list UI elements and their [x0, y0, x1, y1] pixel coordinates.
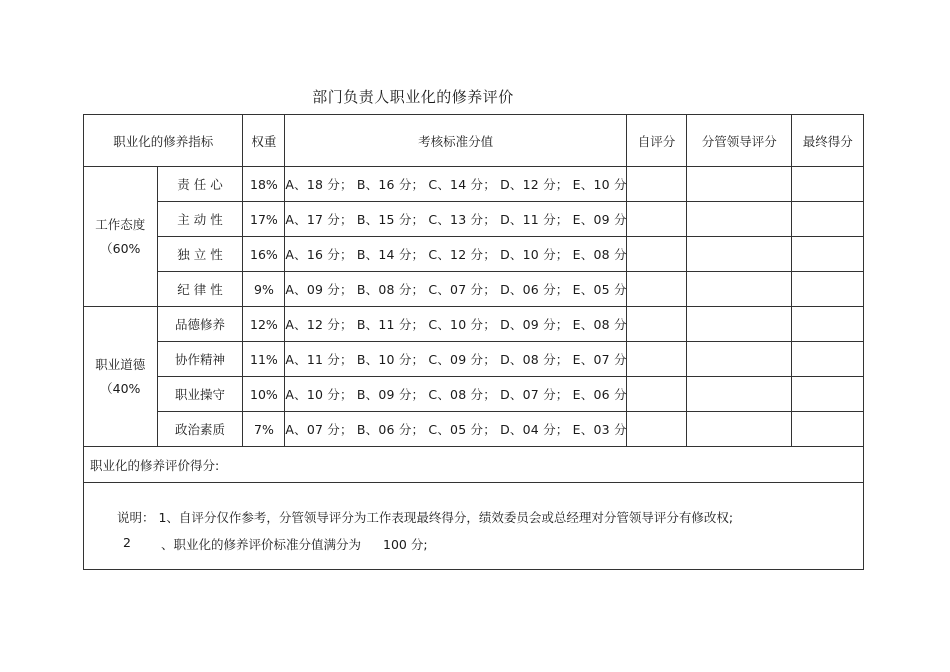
- final-score-cell[interactable]: [792, 237, 864, 272]
- category-weight: （40%: [100, 380, 141, 396]
- item-name: 职业操守: [157, 377, 243, 412]
- item-name: 纪 律 性: [157, 272, 243, 307]
- item-weight: 7%: [243, 412, 285, 447]
- item-weight: 12%: [243, 307, 285, 342]
- header-self-score: 自评分: [626, 115, 686, 167]
- table-row: [84, 237, 864, 272]
- leader-score-cell[interactable]: [687, 167, 792, 202]
- note-line-2-number: 2: [123, 535, 131, 550]
- item-standard: A、17 分； B、15 分； C、13 分； D、11 分； E、09 分: [285, 202, 626, 237]
- item-standard: A、10 分； B、09 分； C、08 分； D、07 分； E、06 分: [285, 377, 626, 412]
- table-row: [84, 377, 864, 412]
- total-row: [84, 447, 864, 483]
- item-name: 责 任 心: [157, 167, 243, 202]
- note-line-1: 说明： 1、自评分仅作参考，分管领导评分为工作表现最终得分，绩效委员会或总经理对分管领导评分有修改权;: [117, 510, 734, 525]
- note-line-2-value: 100 分;: [383, 537, 428, 552]
- item-weight: 9%: [243, 272, 285, 307]
- item-name: 主 动 性: [157, 202, 243, 237]
- self-score-cell[interactable]: [626, 237, 686, 272]
- item-weight: 11%: [243, 342, 285, 377]
- self-score-cell[interactable]: [626, 202, 686, 237]
- table-row: [84, 202, 864, 237]
- self-score-cell[interactable]: [626, 412, 686, 447]
- item-name: 政治素质: [157, 412, 243, 447]
- self-score-cell[interactable]: [626, 167, 686, 202]
- item-name: 协作精神: [157, 342, 243, 377]
- item-standard: A、09 分； B、08 分； C、07 分； D、06 分； E、05 分: [285, 272, 626, 307]
- item-name: 品德修养: [157, 307, 243, 342]
- item-standard: A、11 分； B、10 分； C、09 分； D、08 分； E、07 分: [285, 342, 626, 377]
- self-score-cell[interactable]: [626, 342, 686, 377]
- final-score-cell[interactable]: [792, 167, 864, 202]
- category-weight: （60%: [100, 240, 141, 256]
- note-line-2-text: 、职业化的修养评价标准分值满分为: [161, 537, 362, 552]
- leader-score-cell[interactable]: [687, 237, 792, 272]
- table-row: [84, 167, 864, 202]
- category-name: 职业道德: [95, 356, 146, 372]
- self-score-cell[interactable]: [626, 307, 686, 342]
- category-cell: [84, 167, 158, 307]
- item-name: 独 立 性: [157, 237, 243, 272]
- item-weight: 17%: [243, 202, 285, 237]
- item-standard: A、12 分； B、11 分； C、10 分； D、09 分； E、08 分: [285, 307, 626, 342]
- final-score-cell[interactable]: [792, 272, 864, 307]
- header-weight: 权重: [243, 115, 285, 167]
- header-final-score: 最终得分: [792, 115, 864, 167]
- final-score-cell[interactable]: [792, 342, 864, 377]
- leader-score-cell[interactable]: [687, 412, 792, 447]
- item-weight: 16%: [243, 237, 285, 272]
- leader-score-cell[interactable]: [687, 307, 792, 342]
- table-row: [84, 412, 864, 447]
- item-weight: 18%: [243, 167, 285, 202]
- self-score-cell[interactable]: [626, 377, 686, 412]
- final-score-cell[interactable]: [792, 377, 864, 412]
- final-score-cell[interactable]: [792, 202, 864, 237]
- table-row: [84, 307, 864, 342]
- header-indicator: 职业化的修养指标: [84, 115, 243, 167]
- notes-cell: [84, 483, 864, 570]
- category-name: 工作态度: [95, 216, 146, 232]
- total-score-label: 职业化的修养评价得分:: [84, 447, 864, 483]
- item-standard: A、18 分； B、16 分； C、14 分； D、12 分； E、10 分: [285, 167, 626, 202]
- category-cell: [84, 307, 158, 447]
- header-standard: 考核标准分值: [285, 115, 626, 167]
- leader-score-cell[interactable]: [687, 202, 792, 237]
- table-row: [84, 272, 864, 307]
- item-standard: A、07 分； B、06 分； C、05 分； D、04 分； E、03 分: [285, 412, 626, 447]
- leader-score-cell[interactable]: [687, 342, 792, 377]
- final-score-cell[interactable]: [792, 412, 864, 447]
- item-standard: A、16 分； B、14 分； C、12 分； D、10 分； E、08 分: [285, 237, 626, 272]
- table-row: [84, 342, 864, 377]
- evaluation-table: [83, 114, 864, 570]
- header-row: [84, 115, 864, 167]
- leader-score-cell[interactable]: [687, 377, 792, 412]
- notes-row: [84, 483, 864, 570]
- item-weight: 10%: [243, 377, 285, 412]
- header-leader-score: 分管领导评分: [687, 115, 792, 167]
- leader-score-cell[interactable]: [687, 272, 792, 307]
- page-title: 部门负责人职业化的修养评价: [312, 88, 514, 106]
- self-score-cell[interactable]: [626, 272, 686, 307]
- final-score-cell[interactable]: [792, 307, 864, 342]
